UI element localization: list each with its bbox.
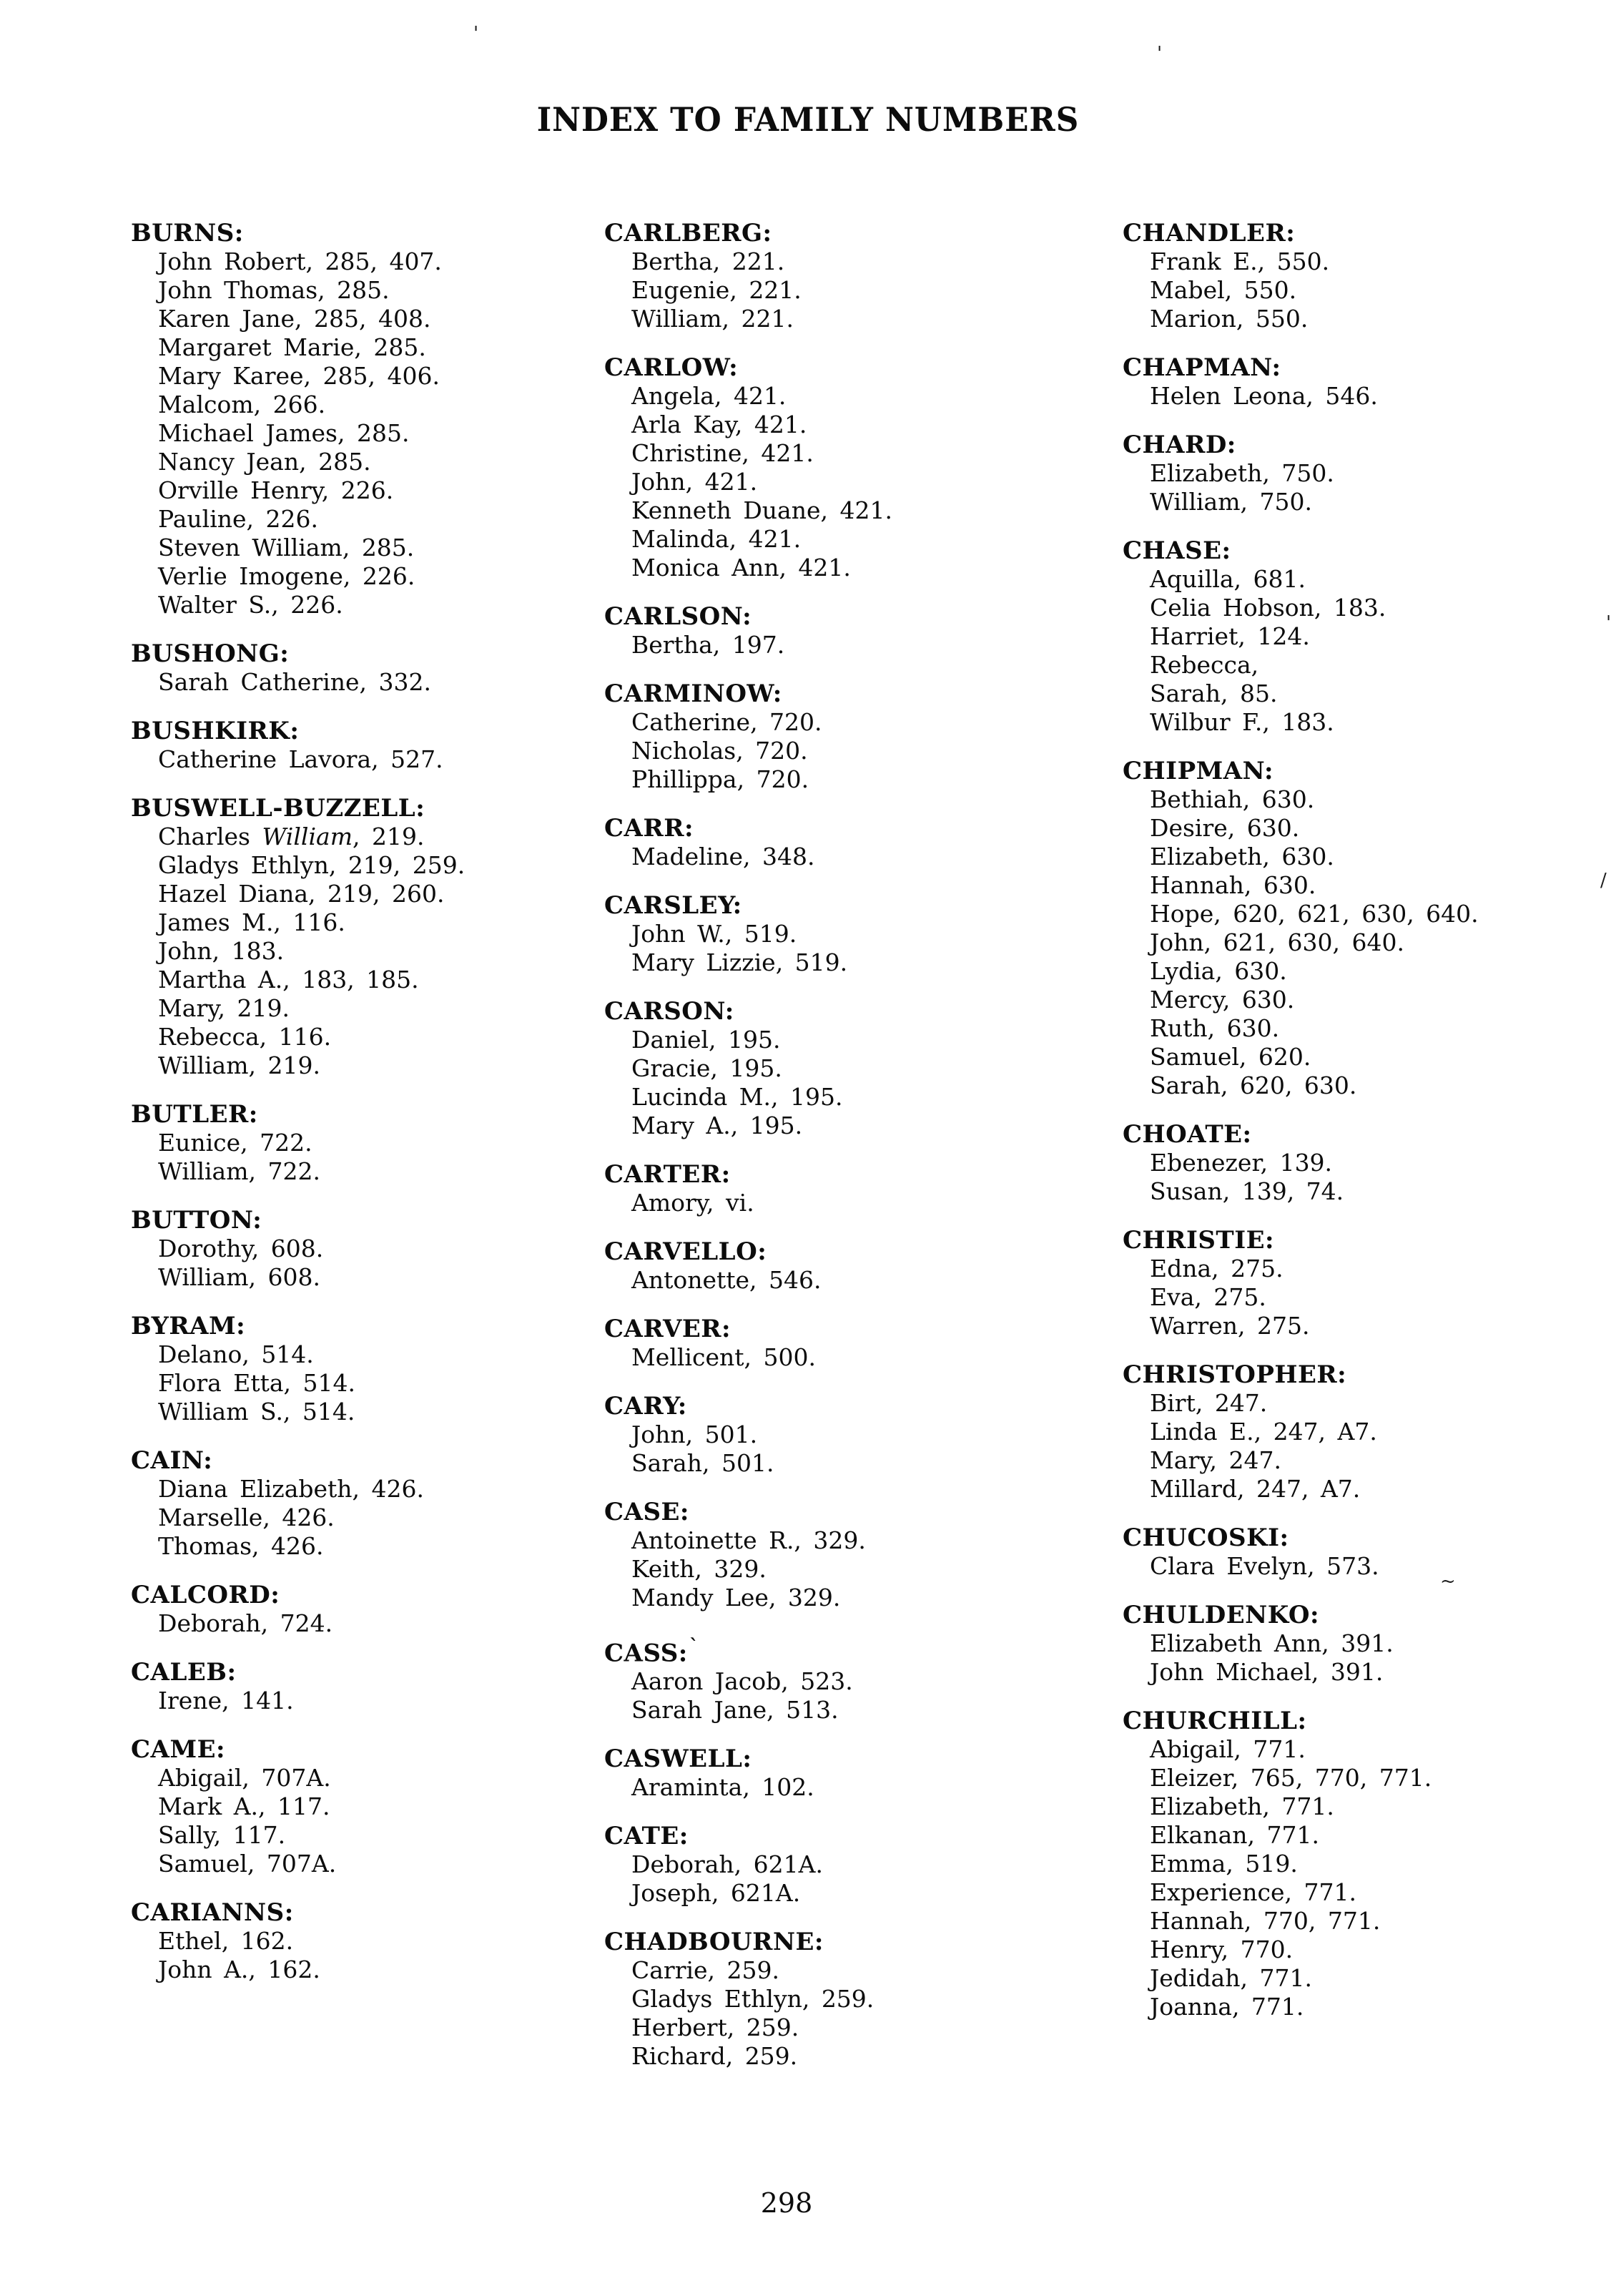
surname-heading: CHADBOURNE: — [604, 1928, 824, 1957]
index-entry: Ethel, 162. — [158, 1927, 294, 1955]
surname-section — [604, 814, 1076, 871]
index-entry: Richard, 259. — [631, 2042, 798, 2071]
surname-section — [131, 717, 603, 774]
index-entry: Irene, 141. — [158, 1687, 294, 1714]
surname-heading: CARSLEY: — [604, 891, 742, 920]
index-entry: Mabel, 550. — [1150, 276, 1297, 304]
index-entry: John Michael, 391. — [1150, 1658, 1384, 1686]
index-entry: Aaron Jacob, 523. — [631, 1667, 853, 1696]
surname-section — [131, 1898, 603, 1984]
index-entry: Mary, 247. — [1150, 1446, 1281, 1474]
index-entry: John, 621, 630, 640. — [1150, 928, 1404, 956]
surname-section — [604, 997, 1076, 1140]
surname-section — [604, 1392, 1076, 1478]
index-entry: Verlie Imogene, 226. — [158, 562, 415, 590]
index-entry: Kenneth Duane, 421. — [631, 496, 892, 524]
index-entry: Clara Evelyn, 573. — [1150, 1552, 1379, 1580]
index-entry: Flora Etta, 514. — [158, 1369, 355, 1397]
index-entry: Samuel, 707A. — [158, 1850, 337, 1878]
index-entry: William, 608. — [158, 1263, 320, 1291]
index-entry: Hope, 620, 621, 630, 640. — [1150, 900, 1479, 928]
index-entry: Walter S., 226. — [158, 591, 343, 619]
index-entry: Marselle, 426. — [158, 1503, 335, 1531]
index-entry: William S., 514. — [158, 1398, 355, 1426]
index-entry: Carrie, 259. — [631, 1956, 780, 1985]
scan-artifact: ' — [1157, 43, 1163, 64]
index-entry: Bethiah, 630. — [1150, 785, 1315, 813]
surname-section — [604, 353, 1076, 582]
surname-heading: CHANDLER: — [1123, 219, 1296, 247]
index-entry: Frank E., 550. — [1150, 247, 1330, 275]
surname-section — [131, 1658, 603, 1715]
index-entry: Gladys Ethlyn, 219, 259. — [158, 851, 465, 879]
index-entry: Nancy Jean, 285. — [158, 448, 371, 476]
surname-section — [131, 639, 603, 697]
surname-heading: CASWELL: — [604, 1745, 752, 1774]
surname-heading: CALCORD: — [131, 1581, 280, 1609]
surname-heading: CARLBERG: — [604, 219, 772, 247]
index-entry: Rebecca, — [1150, 651, 1259, 679]
index-entry: Samuel, 620. — [1150, 1043, 1311, 1071]
surname-heading: CHULDENKO: — [1123, 1601, 1320, 1629]
index-entry: Madeline, 348. — [631, 843, 815, 870]
index-entry: Sarah Jane, 513. — [631, 1696, 839, 1725]
index-entry: Ruth, 630. — [1150, 1014, 1280, 1042]
index-entry: Linda E., 247, A7. — [1150, 1418, 1377, 1446]
index-entry: Wilbur F., 183. — [1150, 708, 1334, 736]
index-entry: John, 421. — [631, 468, 758, 496]
index-entry: Thomas, 426. — [158, 1532, 324, 1560]
index-entry: Hannah, 630. — [1150, 871, 1316, 899]
surname-heading: CARMINOW: — [604, 680, 782, 708]
surname-section — [131, 1735, 603, 1878]
index-column-middle — [604, 219, 1076, 2091]
surname-heading: CHAPMAN: — [1123, 353, 1281, 382]
index-entry: Sally, 117. — [158, 1821, 286, 1849]
surname-heading: CHUCOSKI: — [1123, 1524, 1289, 1552]
index-entry: Jedidah, 771. — [1150, 1964, 1312, 1992]
index-entry: Herbert, 259. — [631, 2013, 799, 2042]
scan-artifact: ' — [473, 23, 479, 44]
index-entry: Orville Henry, 226. — [158, 476, 394, 504]
index-entry: Joseph, 621A. — [631, 1879, 801, 1908]
surname-section — [131, 1446, 603, 1561]
index-entry: Lydia, 630. — [1150, 957, 1287, 985]
surname-section — [604, 219, 1076, 333]
surname-section — [1123, 1707, 1595, 2021]
index-entry: Gladys Ethlyn, 259. — [631, 1985, 874, 2013]
index-entry: Rebecca, 116. — [158, 1023, 332, 1051]
index-entry: Christine, 421. — [631, 439, 814, 467]
surname-section — [1123, 1524, 1595, 1581]
index-entry: John W., 519. — [631, 920, 797, 948]
surname-section — [604, 1745, 1076, 1802]
surname-heading: CARLSON: — [604, 602, 752, 631]
surname-section — [1123, 536, 1595, 737]
surname-section — [604, 1160, 1076, 1217]
index-entry: Marion, 550. — [1150, 305, 1309, 333]
surname-section — [1123, 431, 1595, 516]
scan-artifact: ' — [1606, 612, 1612, 634]
index-entry: Antonette, 546. — [631, 1266, 822, 1294]
surname-heading: CHIPMAN: — [1123, 757, 1274, 785]
index-entry: William, 722. — [158, 1157, 320, 1185]
surname-section — [604, 1928, 1076, 2071]
index-entry: Charles William, 219. — [158, 823, 425, 850]
index-entry: Catherine, 720. — [631, 708, 822, 736]
surname-section — [1123, 1120, 1595, 1206]
index-entry: Emma, 519. — [1150, 1850, 1298, 1878]
index-entry: Mandy Lee, 329. — [631, 1584, 841, 1611]
surname-heading: CARY: — [604, 1392, 687, 1421]
index-entry: Mercy, 630. — [1150, 986, 1295, 1014]
surname-heading: CHRISTOPHER: — [1123, 1360, 1347, 1389]
surname-section — [604, 680, 1076, 794]
surname-heading: CARVELLO: — [604, 1237, 767, 1266]
index-entry: Mary Karee, 285, 406. — [158, 362, 440, 390]
index-entry: John, 183. — [158, 937, 285, 965]
index-entry: Celia Hobson, 183. — [1150, 594, 1386, 622]
index-entry: Mary Lizzie, 519. — [631, 948, 848, 976]
index-entry: Joanna, 771. — [1150, 1993, 1304, 2021]
index-entry: Malinda, 421. — [631, 525, 802, 553]
surname-section — [604, 1315, 1076, 1372]
surname-heading: CHASE: — [1123, 536, 1231, 565]
index-entry: Bertha, 221. — [631, 247, 785, 275]
surname-heading: CATE: — [604, 1822, 689, 1851]
surname-heading: CARTER: — [604, 1160, 731, 1189]
index-entry: Hazel Diana, 219, 260. — [158, 880, 445, 908]
index-entry: Diana Elizabeth, 426. — [158, 1475, 424, 1503]
surname-heading: BYRAM: — [131, 1312, 246, 1340]
index-entry: Birt, 247. — [1150, 1389, 1268, 1417]
page-number: 298 — [760, 2187, 813, 2219]
index-entry: William, 750. — [1150, 488, 1312, 516]
index-entry: Eleizer, 765, 770, 771. — [1150, 1764, 1432, 1792]
index-entry: Sarah, 501. — [631, 1449, 774, 1477]
surname-heading: CARVER: — [604, 1315, 731, 1343]
surname-heading: BUSHONG: — [131, 639, 290, 668]
surname-heading: BUTTON: — [131, 1206, 262, 1235]
surname-heading: CARSON: — [604, 997, 734, 1026]
index-entry: John Robert, 285, 407. — [158, 247, 442, 275]
index-entry: Mark A., 117. — [158, 1792, 330, 1820]
index-entry: Steven William, 285. — [158, 534, 415, 561]
surname-section — [604, 1822, 1076, 1908]
index-entry: Arla Kay, 421. — [631, 411, 807, 438]
index-entry: Abigail, 771. — [1150, 1735, 1306, 1763]
surname-section — [1123, 1226, 1595, 1340]
index-entry: Elizabeth Ann, 391. — [1150, 1629, 1394, 1657]
index-entry: Margaret Marie, 285. — [158, 333, 426, 361]
index-entry: Antoinette R., 329. — [631, 1526, 866, 1554]
index-entry: Karen Jane, 285, 408. — [158, 305, 431, 333]
surname-heading: CARLOW: — [604, 353, 739, 382]
index-entry: Mellicent, 500. — [631, 1343, 816, 1371]
surname-section — [604, 602, 1076, 659]
index-entry: Henry, 770. — [1150, 1936, 1294, 1963]
index-entry: Sarah, 620, 630. — [1150, 1071, 1357, 1099]
index-entry: Gracie, 195. — [631, 1054, 782, 1082]
index-entry: Millard, 247, A7. — [1150, 1475, 1361, 1503]
index-entry: Eugenie, 221. — [631, 276, 802, 304]
index-entry: Angela, 421. — [631, 382, 787, 410]
scan-artifact: ~ — [1440, 1571, 1456, 1592]
index-entry: Bertha, 197. — [631, 631, 785, 659]
index-entry: Desire, 630. — [1150, 814, 1300, 842]
index-entry: Elizabeth, 771. — [1150, 1792, 1334, 1820]
surname-heading: CASS:` — [604, 1636, 699, 1668]
surname-heading: BUSHKIRK: — [131, 717, 300, 745]
surname-heading: CHRISTIE: — [1123, 1226, 1275, 1255]
surname-section — [131, 1581, 603, 1638]
index-entry: John A., 162. — [158, 1956, 320, 1983]
index-entry: Edna, 275. — [1150, 1255, 1284, 1282]
index-entry: John, 501. — [631, 1421, 758, 1448]
index-entry: Deborah, 724. — [158, 1609, 333, 1637]
surname-section — [1123, 353, 1595, 411]
surname-section — [131, 219, 603, 619]
surname-heading: CASE: — [604, 1498, 689, 1526]
surname-section — [604, 1632, 1076, 1725]
surname-section — [1123, 1360, 1595, 1503]
index-entry: Daniel, 195. — [631, 1026, 781, 1054]
surname-section — [1123, 757, 1595, 1100]
index-entry: Catherine Lavora, 527. — [158, 745, 443, 773]
index-entry: Amory, vi. — [631, 1189, 754, 1217]
index-entry: Michael James, 285. — [158, 419, 410, 447]
surname-section — [604, 1498, 1076, 1612]
surname-heading: BUTLER: — [131, 1100, 258, 1129]
index-entry: Eunice, 722. — [158, 1129, 312, 1157]
index-entry: Eva, 275. — [1150, 1283, 1266, 1311]
page-title: INDEX TO FAMILY NUMBERS — [536, 100, 1080, 139]
index-entry: Ebenezer, 139. — [1150, 1149, 1333, 1177]
index-entry: Deborah, 621A. — [631, 1850, 823, 1879]
surname-heading: CARIANNS: — [131, 1898, 294, 1927]
surname-heading: CAME: — [131, 1735, 226, 1764]
surname-heading: CHURCHILL: — [1123, 1707, 1307, 1735]
index-entry: William, 221. — [631, 305, 794, 333]
index-entry: Mary A., 195. — [631, 1112, 803, 1139]
surname-heading: CHARD: — [1123, 431, 1236, 459]
index-column-right — [1123, 219, 1595, 2041]
surname-heading: CAIN: — [131, 1446, 213, 1475]
surname-section — [131, 1100, 603, 1186]
surname-heading: CALEB: — [131, 1658, 237, 1687]
index-entry: John Thomas, 285. — [158, 276, 390, 304]
index-entry: Delano, 514. — [158, 1340, 314, 1368]
index-entry: Abigail, 707A. — [158, 1764, 331, 1792]
index-entry: James M., 116. — [158, 908, 345, 936]
surname-section — [1123, 219, 1595, 333]
surname-section — [1123, 1601, 1595, 1687]
index-column-left — [131, 219, 603, 2004]
index-entry: Keith, 329. — [631, 1555, 767, 1583]
index-entry: Monica Ann, 421. — [631, 554, 851, 582]
surname-section — [604, 1237, 1076, 1295]
index-entry: Nicholas, 720. — [631, 737, 808, 765]
index-entry: Experience, 771. — [1150, 1878, 1356, 1906]
surname-section — [604, 891, 1076, 977]
surname-section — [131, 1312, 603, 1426]
index-entry: Elizabeth, 630. — [1150, 843, 1334, 870]
surname-heading: BUSWELL-BUZZELL: — [131, 794, 425, 823]
surname-section — [131, 794, 603, 1080]
index-entry: Hannah, 770, 771. — [1150, 1907, 1381, 1935]
index-entry: Martha A., 183, 185. — [158, 966, 419, 994]
index-entry: Sarah, 85. — [1150, 680, 1278, 707]
scan-artifact: / — [1600, 870, 1607, 891]
index-entry: Phillippa, 720. — [631, 765, 809, 793]
surname-section — [131, 1206, 603, 1292]
index-entry: Helen Leona, 546. — [1150, 382, 1378, 410]
index-entry: Elizabeth, 750. — [1150, 459, 1334, 487]
index-entry: William, 219. — [158, 1051, 320, 1079]
index-entry: Araminta, 102. — [631, 1773, 814, 1802]
index-entry: Warren, 275. — [1150, 1312, 1310, 1340]
index-entry: Susan, 139, 74. — [1150, 1177, 1344, 1205]
scan-artifact: ` — [689, 1636, 699, 1657]
index-entry: Elkanan, 771. — [1150, 1821, 1319, 1849]
surname-heading: CHOATE: — [1123, 1120, 1252, 1149]
index-entry: Dorothy, 608. — [158, 1235, 324, 1262]
index-entry: Sarah Catherine, 332. — [158, 668, 432, 696]
index-entry: Aquilla, 681. — [1150, 565, 1306, 593]
index-entry: Lucinda M., 195. — [631, 1083, 843, 1111]
index-entry: Pauline, 226. — [158, 505, 318, 533]
index-entry: Harriet, 124. — [1150, 622, 1310, 650]
surname-heading: CARR: — [604, 814, 694, 843]
index-entry: Malcom, 266. — [158, 391, 326, 418]
index-entry: Mary, 219. — [158, 994, 290, 1022]
surname-heading: BURNS: — [131, 219, 244, 247]
